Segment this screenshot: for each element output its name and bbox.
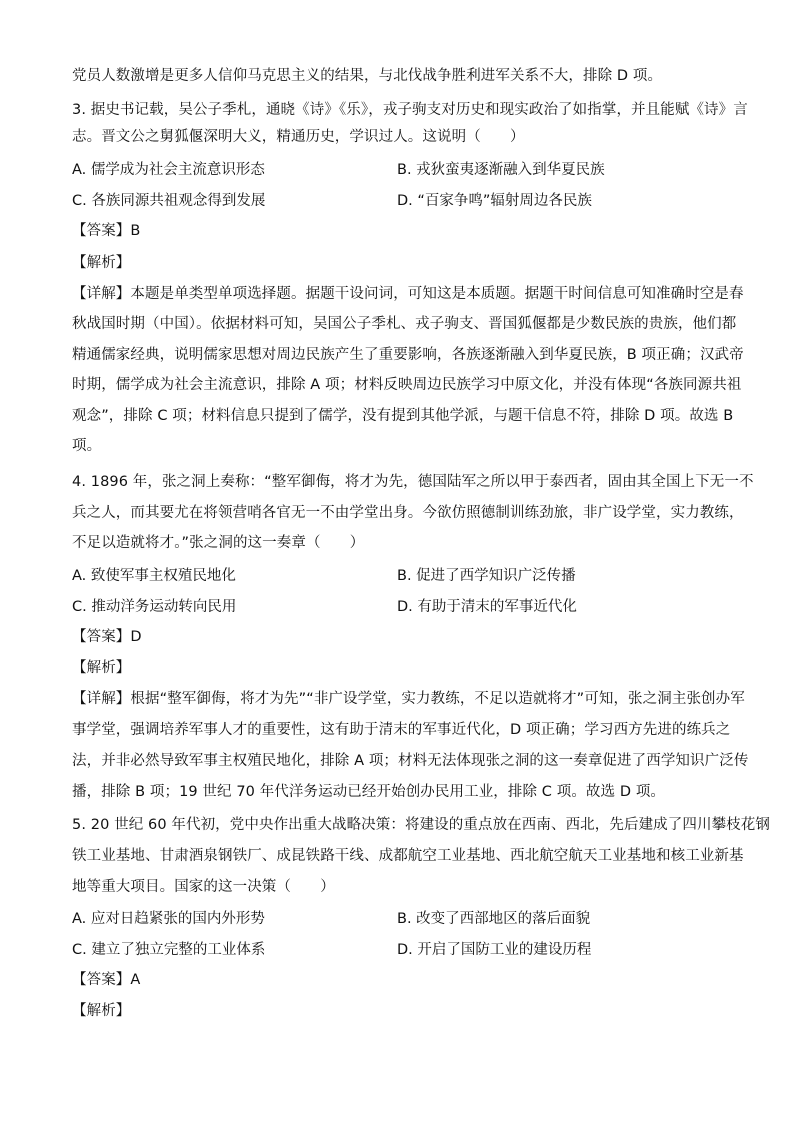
q5-option-d: D. 开启了国防工业的建设历程 [397, 942, 592, 958]
q3-stem-line-1: 3. 据史书记载，吴公子季札，通晓《诗》《乐》，戎子驹支对历史和现实政治了如指掌，并且能赋《诗》言 [72, 102, 748, 118]
q5-option-c: C. 建立了独立完整的工业体系 [72, 942, 266, 958]
intro-text-line: 党员人数激增是更多人信仰马克思主义的结果，与北伐战争胜利进军关系不大，排除 D 项。 [72, 68, 663, 84]
q3-option-d: D. “百家争鸣”辐射周边各民族 [397, 193, 592, 209]
q4-stem-line-3: 不足以造就将才。”张之洞的这一奏章（ ） [72, 535, 365, 551]
q4-option-a: A. 致使军事主权殖民地化 [72, 568, 236, 584]
q5-analysis-label: 【解析】 [72, 1003, 131, 1019]
q3-detail-line-5: 观念”，排除 C 项；材料信息只提到了儒学，没有提到其他学派，与题干信息不符，排除 D 项。故选 B [72, 408, 734, 424]
q5-option-a: A. 应对日趋紧张的国内外形势 [72, 911, 265, 927]
q3-option-b: B. 戎狄蛮夷逐渐融入到华夏民族 [397, 162, 605, 178]
q3-answer: 【答案】B [72, 223, 141, 239]
q4-option-d: D. 有助于清末的军事近代化 [397, 599, 577, 615]
q4-detail-line-2: 事学堂，强调培养军事人才的重要性，这有助于清末的军事近代化，D 项正确；学习西方先进的练兵之 [72, 722, 731, 738]
q5-stem-line-1: 5. 20 世纪 60 年代初，党中央作出重大战略决策：将建设的重点放在西南、西北，先后建成了四川攀枝花钢 [72, 817, 770, 833]
q5-stem-line-3: 地等重大项目。国家的这一决策（ ） [72, 879, 335, 895]
q4-stem-line-2: 兵之人，而其要尤在将领营哨各官无一不由学堂出身。今欲仿照德制训练劲旅，非广设学堂，实力教练， [72, 505, 744, 521]
q4-detail-line-4: 播，排除 B 项；19 世纪 70 年代洋务运动已经开始创办民用工业，排除 C 项。故选 D 项。 [72, 784, 666, 800]
q4-analysis-label: 【解析】 [72, 660, 131, 676]
q3-detail-line-2: 秋战国时期（中国）。依据材料可知，吴国公子季札、戎子驹支、晋国狐偃都是少数民族的贵族，他们都 [72, 316, 737, 332]
q3-analysis-label: 【解析】 [72, 255, 131, 271]
q3-detail-line-3: 精通儒家经典，说明儒家思想对周边民族产生了重要影响，各族逐渐融入到华夏民族，B 项正确；汉武帝 [72, 347, 744, 363]
q5-option-b: B. 改变了西部地区的落后面貌 [397, 911, 591, 927]
q4-answer: 【答案】D [72, 629, 142, 645]
q3-option-c: C. 各族同源共祖观念得到发展 [72, 193, 266, 209]
q4-option-b: B. 促进了西学知识广泛传播 [397, 568, 576, 584]
q4-stem-line-1: 4. 1896 年，张之洞上奏称：“整军御侮，将才为先，德国陆军之所以甲于泰西者，固由其全国上下无一不 [72, 474, 754, 490]
q3-detail-line-6: 项。 [72, 438, 102, 454]
q5-answer: 【答案】A [72, 972, 141, 988]
q4-detail-line-3: 法，并非必然导致军事主权殖民地化，排除 A 项；材料无法体现张之洞的这一奏章促进了西学知识广泛传 [72, 753, 749, 769]
q3-detail-line-1: 【详解】本题是单类型单项选择题。据题干设问词，可知这是本质题。据题干时间信息可知准确时空是春 [72, 286, 744, 302]
q3-option-a: A. 儒学成为社会主流意识形态 [72, 162, 265, 178]
q3-detail-line-4: 时期，儒学成为社会主流意识，排除 A 项；材料反映周边民族学习中原文化，并没有体现“各族同源共祖 [72, 377, 742, 393]
q4-option-c: C. 推动洋务运动转向民用 [72, 599, 237, 615]
q4-detail-line-1: 【详解】根据“整军御侮，将才为先”“非广设学堂，实力教练，不足以造就将才”可知，张之洞主张创办军 [72, 691, 745, 707]
q5-stem-line-2: 铁工业基地、甘肃酒泉钢铁厂、成昆铁路干线、成都航空工业基地、西北航空航天工业基地和核工业新基 [72, 848, 744, 864]
q3-stem-line-2: 志。晋文公之舅狐偃深明大义，精通历史，学识过人。这说明（ ） [72, 129, 525, 145]
